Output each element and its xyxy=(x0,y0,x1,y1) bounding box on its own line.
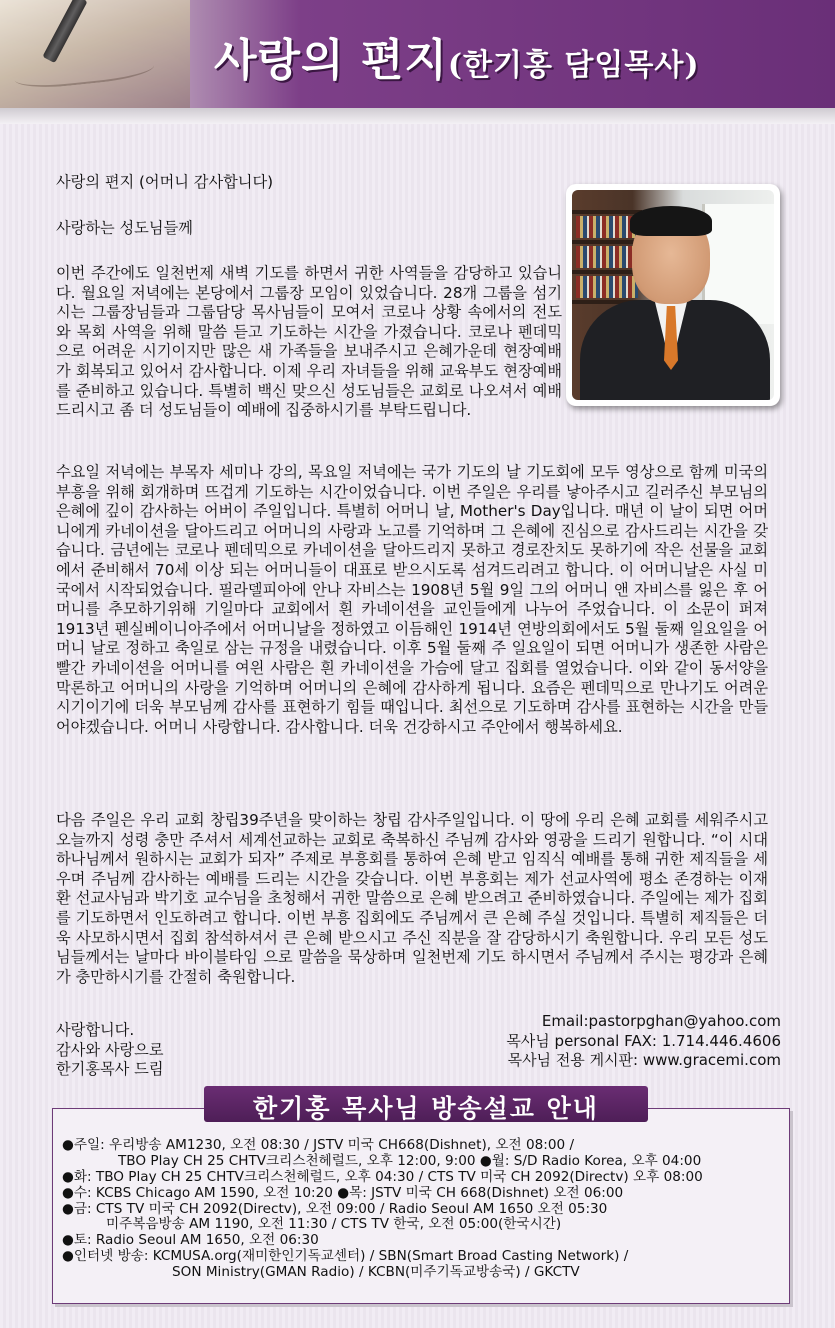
letter-paragraph-2: 수요일 저녁에는 부목자 세미나 강의, 목요일 저녁에는 국가 기도의 날 기도회에 모두 영상으로 함께 미국의 부흥을 위해 회개하며 뜨겁게 기도하는 시간이었습니다. 이번 주일은 우리를 낳아주시고 길러주신 부모님의 은혜에 깊이 감사하는 어버이 주일입니다. 특별히 어머니 날, Mother's Day입니다. 매년 이 날이 되면 어머니에게 카네이션을 달아드리고 어머니의 사랑과 노고를 기억하며 그 은혜에 진심으로 감사드리는 시간을 갖습니다. 금년에는 코로나 펜데믹으로 카네이션을 달아드리지 못하고 경로잔치도 못하기에 작은 선물을 교회에서 준비해서 70세 이상 되는 어머니들이 대표로 받으시도록 섬겨드리려고 합니다. 이 어머니날은 사실 미국에서 시작되었습니다. 필라델피아에 안나 자비스는 1908년 5월 9일 그의 어머니 앤 자비스를 잃은 후 어머니를 추모하기위해 기일마다 교회에서 흰 카네이션을 교인들에게 나누어 주었습니다. 이 소문이 퍼져 1913년 펜실베이니아주에서 어머니날을 정하였고 이듬해인 1914년 연방의회에서도 5월 둘째 일요일을 어머니 날로 정하고 축일로 삼는 규정을 내렸습니다. 이후 5월 둘째 주 일요일이 되면 어머니가 생존한 사람은 빨간 카네이션을 어머니를 여읜 사람은 흰 카네이션을 가슴에 달고 집회를 열었습니다. 이와 같이 동서양을 막론하고 어머니의 사랑을 기억하며 어머니의 은혜에 감사하게 됩니다. 요즘은 펜데믹으로 만나기도 어려운 시기이기에 더욱 부모님께 감사를 표현하기 힘들 때입니다. 최선으로 기도하며 감사를 표현하는 시간을 만들어야겠습니다. 어머니 사랑합니다. 감사합니다. 더욱 건강하시고 주안에서 행복하세요. xyxy=(56,463,768,736)
schedule-line: ●주일: 우리방송 AM1230, 오전 08:30 / JSTV 미국 CH668(Dishnet), 오전 08:00 / xyxy=(62,1137,575,1153)
pastor-photo xyxy=(566,184,780,406)
schedule-line: SON Ministry(GMAN Radio) / KCBN(미주기독교방송국) / GKCTV xyxy=(172,1264,580,1281)
header-banner xyxy=(0,0,835,108)
schedule-line: ●인터넷 방송: KCMUSA.org(재미한인기독교센터) / SBN(Smart Broad Casting Network) / xyxy=(62,1248,629,1265)
closing-line: 감사와 사랑으로 xyxy=(56,1040,164,1059)
letter-heading: 사랑의 편지 (어머니 감사합니다) xyxy=(56,173,274,191)
contact-info xyxy=(461,1012,781,1071)
schedule-line: ●화: TBO Play CH 25 CHTV크리스천헤럴드, 오후 04:30 / CTS TV 미국 CH 2092(Directv) 오후 08:00 xyxy=(62,1168,703,1185)
contact-website: 목사님 전용 게시판: www.gracemi.com xyxy=(507,1051,781,1069)
banner-title: 사랑의 편지(한기홍 담임목사) xyxy=(214,35,700,86)
closing-line: 사랑합니다. xyxy=(56,1021,135,1039)
contact-fax: 목사님 personal FAX: 1.714.446.4606 xyxy=(506,1031,781,1050)
pen-icon xyxy=(42,0,87,63)
schedule-line: ●수: KCBS Chicago AM 1590, 오전 10:20 ●목: JSTV 미국 CH 668(Dishnet) 오전 06:00 xyxy=(62,1184,624,1201)
broadcast-title: 한기홍 목사님 방송설교 안내 xyxy=(253,1094,599,1123)
schedule-line: ●토: Radio Seoul AM 1650, 오전 06:30 xyxy=(62,1232,319,1249)
pen-writing-image xyxy=(0,0,190,108)
schedule-line: 미주복음방송 AM 1190, 오전 11:30 / CTS TV 한국, 오전 05:00(한국시간) xyxy=(106,1216,562,1233)
contact-email: Email:pastorpghan@yahoo.com xyxy=(541,1012,781,1030)
letter-greeting: 사랑하는 성도님들께 xyxy=(56,219,193,237)
letter-paragraph-3: 다음 주일은 우리 교회 창립39주년을 맞이하는 창립 감사주일입니다. 이 땅에 우리 은혜 교회를 세워주시고 오늘까지 성령 충만 주셔서 세계선교하는 교회로 축복하신 주님께 감사와 영광을 드리기 원합니다. “이 시대 하나님께서 원하시는 교회가 되자” 주제로 부흥회를 통하여 은혜 받고 임직식 예배를 통해 귀한 제직들을 세우며 주님께 감사하는 예배를 드리는 시간을 갖습니다. 이번 부흥회는 제가 선교사역에 평소 존경하는 이재환 선교사님과 박기호 교수님을 초청해서 귀한 말씀으로 은혜 받으려고 준비하였습니다. 주일에는 제가 집회를 기도하면서 인도하려고 합니다. 이번 부흥 집회에도 주님께서 큰 은혜 주실 것입니다. 특별히 제직들은 더욱 사모하시면서 집회 참석하셔서 큰 은혜 받으시고 주신 직분을 잘 감당하시기 축원합니다. 우리 모든 성도님들께서는 날마다 바이블타임 으로 말씀을 묵상하며 일천번제 기도 하시면서 주님께서 주시는 평강과 은혜가 충만하시기를 간절히 축원합니다. xyxy=(56,811,768,986)
letter-closing xyxy=(56,1021,256,1080)
signature: 한기홍목사 드림 xyxy=(56,1060,164,1079)
header-divider xyxy=(0,108,835,124)
broadcast-schedule xyxy=(62,1138,703,1281)
letter-paragraph-1: 이번 주간에도 일천번제 새벽 기도를 하면서 귀한 사역들을 감당하고 있습니다. 월요일 저녁에는 본당에서 그룹장 모임이 있었습니다. 28개 그룹을 섬기시는 그룹장님들과 그룹담당 목사님들이 모여서 코로나 상황 속에서의 전도와 목회 사역을 위해 말씀 듣고 기도하는 시간을 가졌습니다. 코로나 펜데믹으로 어려운 시기이지만 많은 새 가족들을 보내주시고 은혜가운데 현장예배가 회복되고 있어서 감사합니다. 이제 우리 자녀들을 위해 교육부도 현장예배를 준비하고 있습니다. 특별히 백신 맞으신 성도님들은 교회로 나오셔서 예배드리시고 좀 더 성도님들이 예배에 집중하시기를 부탁드립니다. xyxy=(56,264,562,420)
schedule-line: ●금: CTS TV 미국 CH 2092(Directv), 오전 09:00 / Radio Seoul AM 1650 오전 05:30 xyxy=(62,1200,608,1217)
handwriting-decoration xyxy=(13,49,155,91)
broadcast-title-banner xyxy=(204,1086,648,1122)
schedule-line: TBO Play CH 25 CHTV크리스천헤럴드, 오후 12:00, 9:00 ●월: S/D Radio Korea, 오후 04:00 xyxy=(118,1152,702,1169)
